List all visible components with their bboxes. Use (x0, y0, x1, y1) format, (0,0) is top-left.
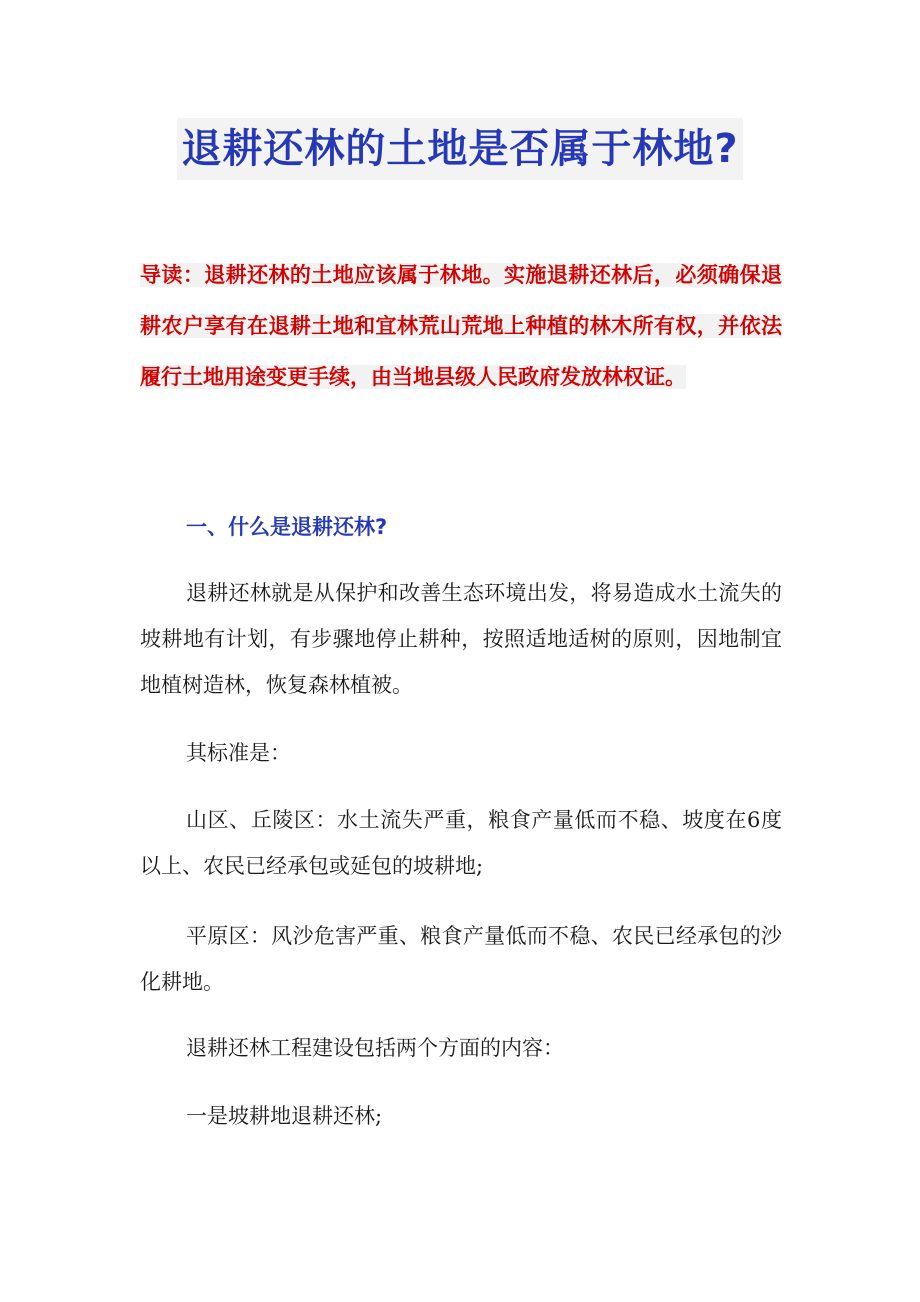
paragraph-standard-intro: 其标准是： (186, 741, 291, 765)
document-title: 退耕还林的土地是否属于林地? (177, 118, 742, 180)
paragraph-project-item-1: 一是坡耕地退耕还林; (186, 1104, 383, 1128)
paragraph-project-intro: 退耕还林工程建设包括两个方面的内容： (186, 1036, 564, 1060)
lead-text: 导读：退耕还林的土地应该属于林地。实施退耕还林后，必须确保退耕农户享有在退耕土地和宜林荒山荒地上种植的林木所有权，并依法履行土地用途变更手续，由当地县级人民政府发放林权证。 (140, 263, 782, 389)
paragraph-plain-standard: 平原区：风沙危害严重、粮食产量低而不稳、农民已经承包的沙化耕地。 (140, 924, 782, 994)
title-container (0, 118, 920, 180)
paragraph-definition: 退耕还林就是从保护和改善生态环境出发，将易造成水土流失的坡耕地有计划，有步骤地停止耕种，按照适地适树的原则，因地制宜地植树造林，恢复森林植被。 (140, 581, 782, 697)
lead-paragraph (140, 250, 782, 403)
paragraph-mountain-standard: 山区、丘陵区：水土流失严重，粮食产量低而不稳、坡度在6度以上、农民已经承包或延包的坡耕地; (140, 808, 782, 878)
section-heading: 一、什么是退耕还林? (186, 515, 388, 539)
